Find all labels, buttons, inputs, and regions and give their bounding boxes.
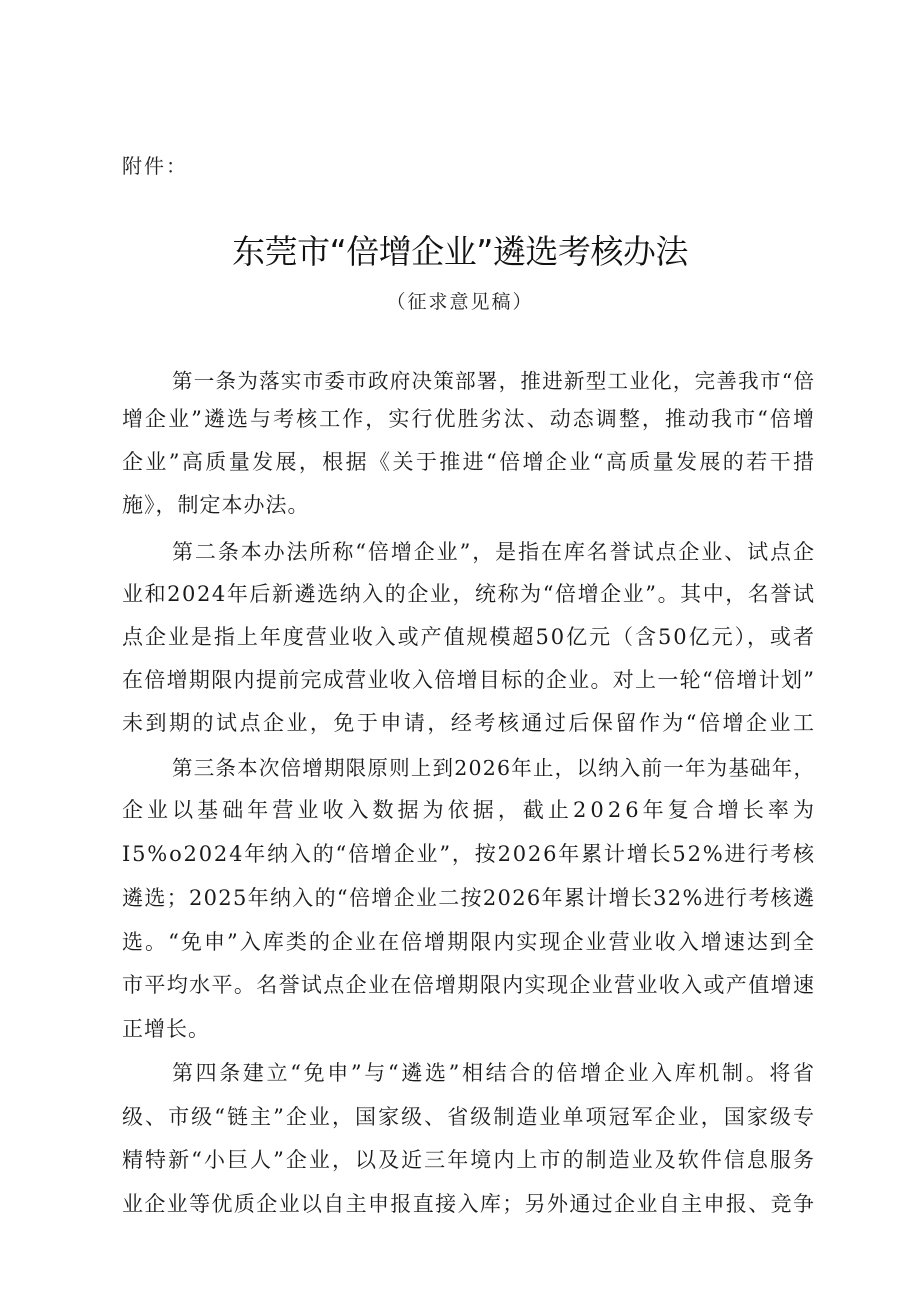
- paragraph-line: 第二条本办法所称“倍增企业”，是指在库名誉试点企业、试点企: [172, 540, 816, 564]
- paragraph-line: 业和2024年后新遴选纳入的企业，统称为“倍增企业”。其中，名誉试: [122, 582, 816, 606]
- paragraph-line: 第三条本次倍增期限原则上到2026年止，以纳入前一年为基础年，: [172, 756, 816, 780]
- paragraph-line: 点企业是指上年度营业收入或产值规模超50亿元（含50亿元），或者: [122, 625, 816, 649]
- paragraph-line: 企业”高质量发展，根据《关于推进“倍增企业“高质量发展的若干措: [122, 450, 817, 474]
- paragraph-line: 正增长。: [122, 1017, 210, 1041]
- document-title: 东莞市“倍增企业”遴选考核办法: [232, 232, 688, 271]
- attachment-label: 附件：: [122, 154, 188, 178]
- paragraph-line: 精特新“小巨人”企业，以及近三年境内上市的制造业及软件信息服务: [122, 1148, 817, 1172]
- paragraph-line: 级、市级“链主”企业，国家级、省级制造业单项冠军企业，国家级专: [122, 1105, 817, 1129]
- paragraph-line: 未到期的试点企业，免于申请，经考核通过后保留作为“倍增企业工: [122, 711, 817, 735]
- paragraph-line: 增企业”遴选与考核工作，实行优胜劣汰、动态调整，推动我市“倍增: [122, 407, 817, 431]
- document-subtitle: （征求意见稿）: [386, 291, 534, 313]
- paragraph-line: 遴选；2025年纳入的“倍增企业二按2026年累计增长32%进行考核遴: [122, 886, 816, 910]
- paragraph-line: 在倍增期限内提前完成营业收入倍增目标的企业。对上一轮“倍增计划”: [122, 668, 816, 692]
- paragraph-line: 第四条建立“免申”与“遴选”相结合的倍增企业入库机制。将省: [172, 1061, 817, 1085]
- paragraph-line: I5%o2024年纳入的“倍增企业”，按2026年累计增长52%进行考核: [122, 842, 816, 866]
- paragraph-line: 选。“免申”入库类的企业在倍增期限内实现企业营业收入增速达到全: [122, 930, 817, 954]
- paragraph-line: 第一条为落实市委市政府决策部署，推进新型工业化，完善我市“倍: [172, 369, 816, 393]
- paragraph-line: 施》，制定本办法。: [122, 493, 310, 517]
- paragraph-line: 企业以基础年营业收入数据为依据，截止2026年复合增长率为: [122, 798, 819, 822]
- paragraph-line: 业企业等优质企业以自主申报直接入库；另外通过企业自主申报、竞争: [122, 1192, 816, 1216]
- paragraph-line: 市平均水平。名誉试点企业在倍增期限内实现企业营业收入或产值增速: [122, 973, 816, 997]
